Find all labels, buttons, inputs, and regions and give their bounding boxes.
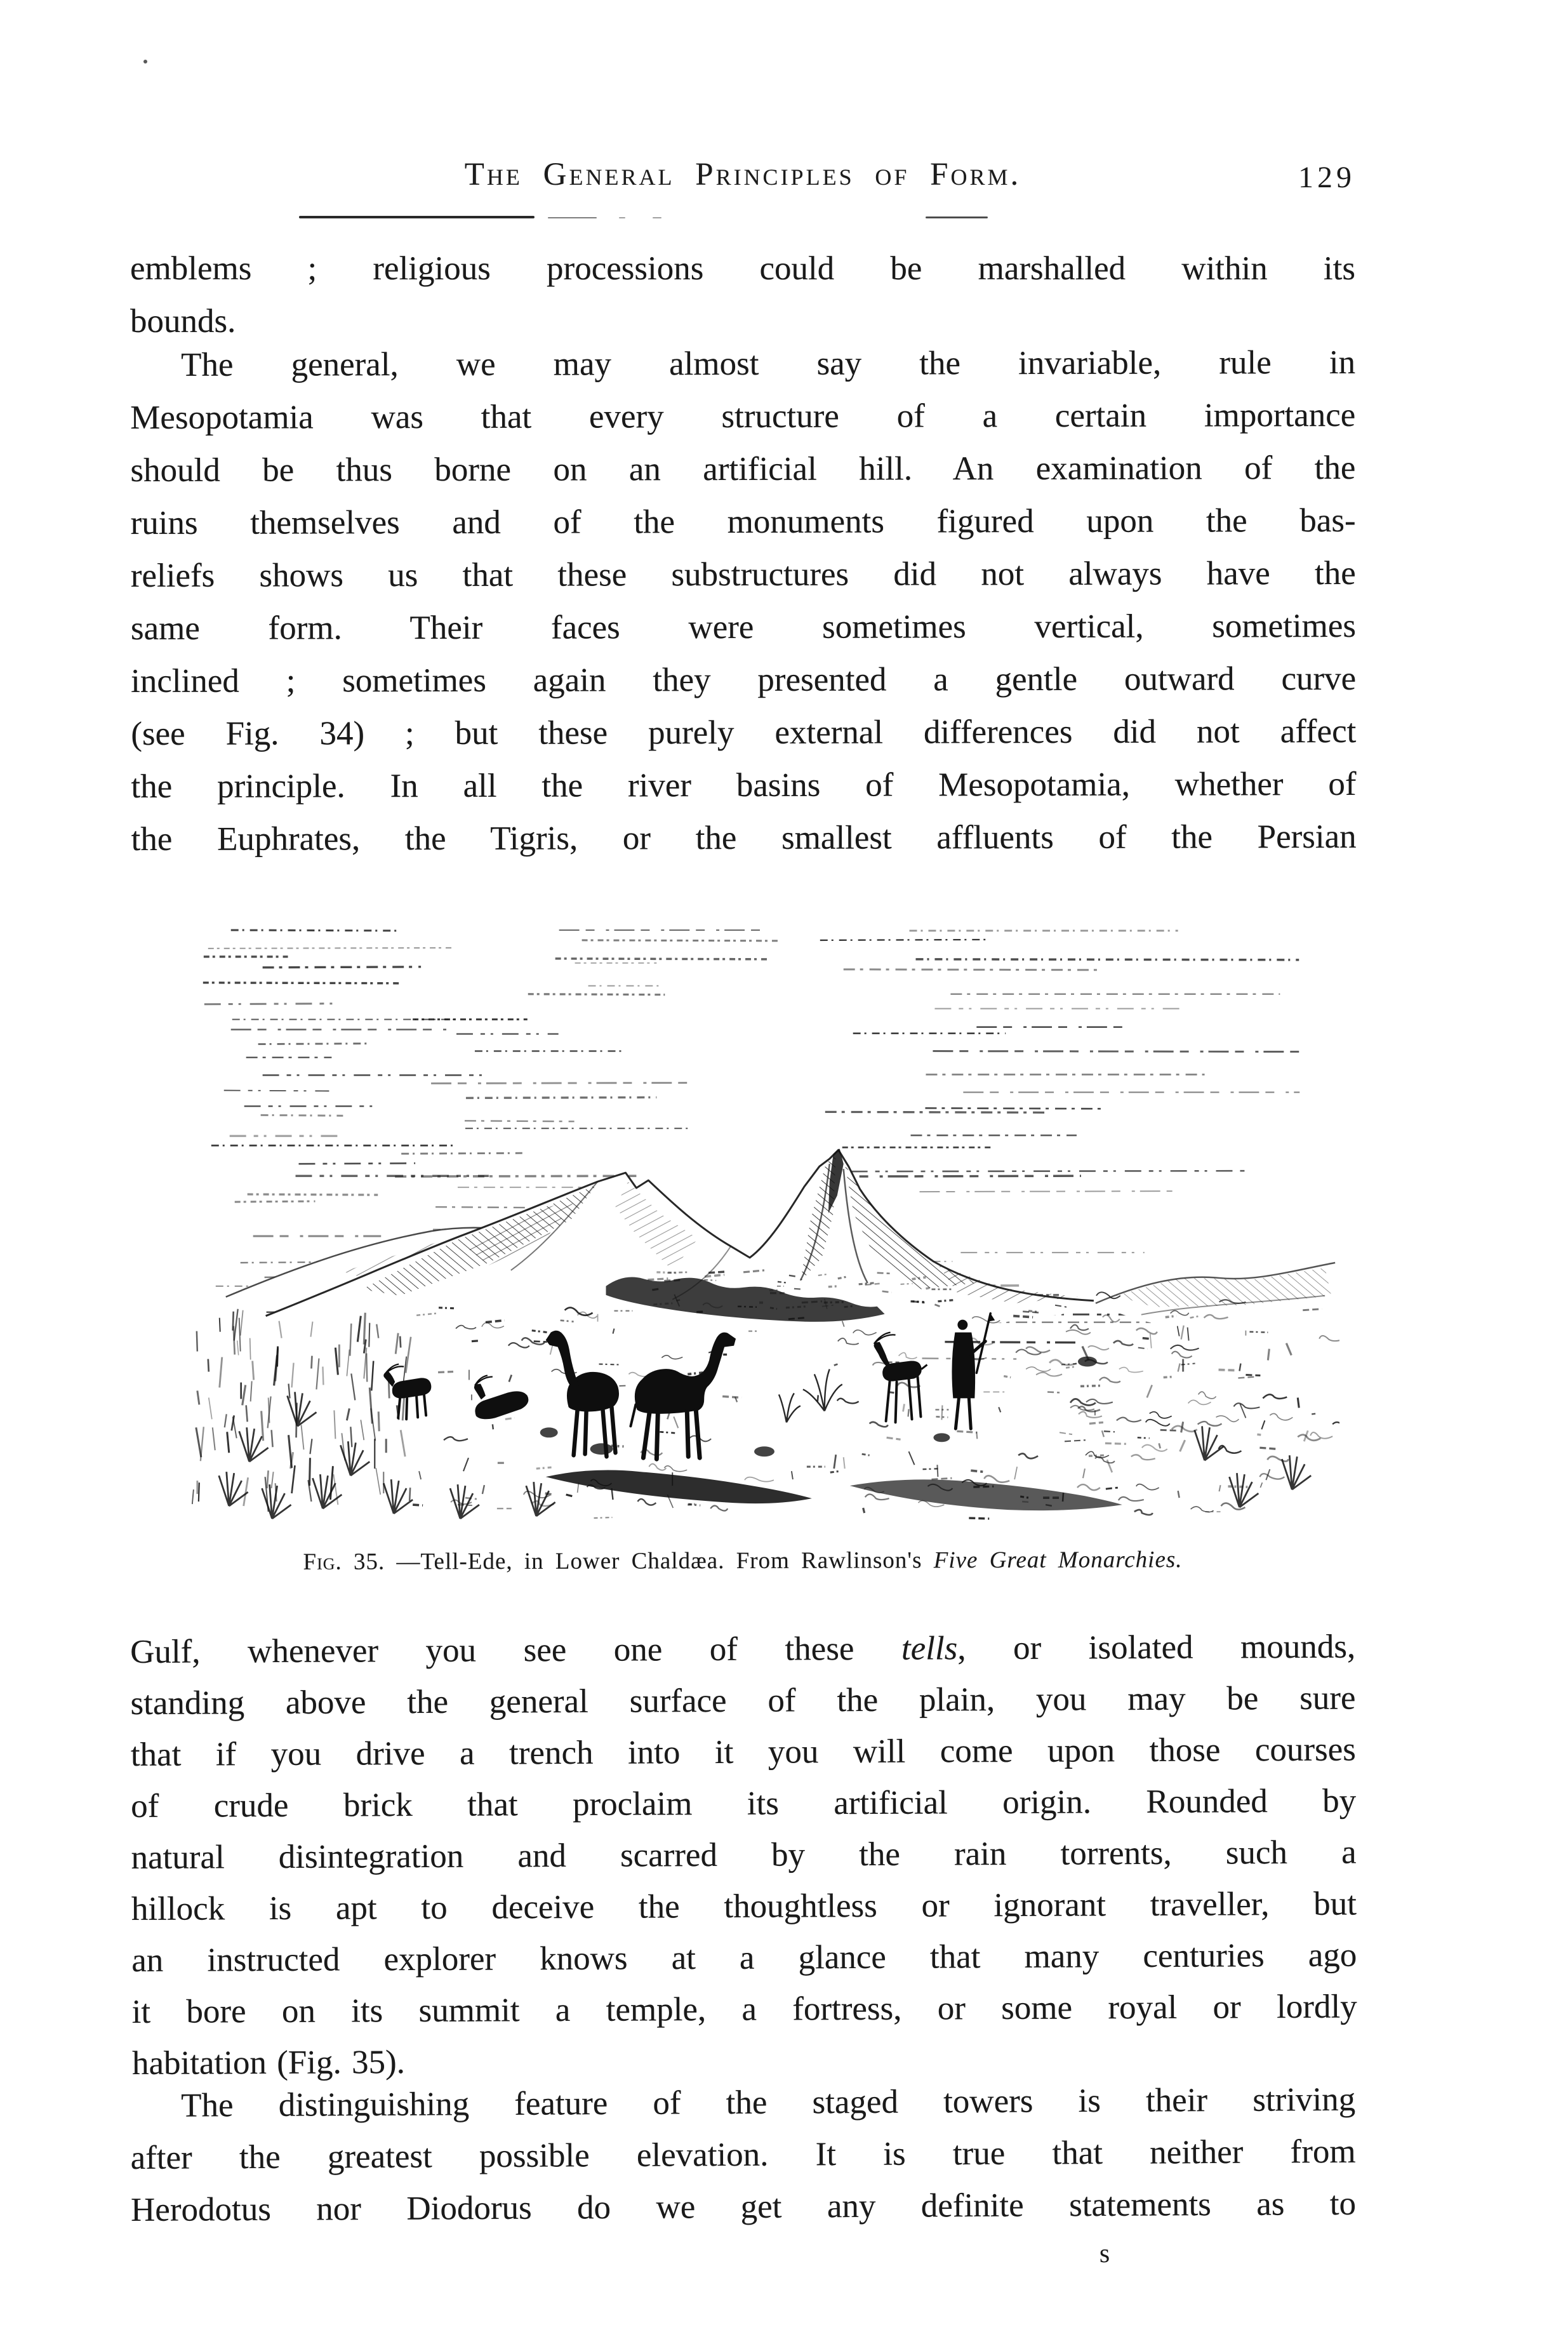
text-line: hillock is apt to deceive the thoughtless or ignorant traveller, but — [131, 1885, 1357, 1928]
header-rule-segment — [619, 217, 625, 218]
paragraph — [130, 243, 1355, 348]
ink-speck — [143, 60, 147, 63]
text-line: emblems ; religious processions could be marshalled within its — [130, 250, 1355, 287]
shepherd-figure — [952, 1314, 995, 1429]
text-line — [130, 1621, 1355, 1678]
right-hills — [1096, 1263, 1335, 1336]
text-line: same form. Their faces were sometimes vertical, sometimes — [130, 607, 1357, 647]
header-rule-segment — [299, 216, 535, 218]
goat — [383, 1364, 431, 1420]
text-line: should be thus borne on an artificial hill. An examination of the — [130, 449, 1356, 489]
text-line: of crude brick that proclaim its artificial origin. Rounded by — [131, 1782, 1357, 1825]
text-line: natural disintegration and scarred by the rain torrents, such a — [131, 1834, 1357, 1876]
paragraph — [130, 1621, 1357, 2089]
text-line: bounds. — [130, 303, 236, 340]
text-line: the Euphrates, the Tigris, or the smallest affluents of the Persian — [131, 818, 1357, 858]
running-header-title: The General Principles of Form. — [464, 157, 1021, 192]
text-span: Gulf, whenever you see one of these — [130, 1630, 902, 1670]
camel — [630, 1333, 736, 1460]
text-line: it bore on its summit a temple, a fortress, or some royal or lordly — [131, 1988, 1357, 2030]
text-line: The distinguishing feature of the staged towers is their striving — [181, 2081, 1356, 2124]
text-line: standing above the general surface of the plain, you may be sure — [130, 1679, 1356, 1722]
header-rule-segment — [926, 216, 988, 218]
text-span: , or isolated mounds, — [957, 1628, 1356, 1667]
dark-patches — [540, 1357, 1122, 1510]
figure-caption — [130, 1545, 1355, 1576]
text-line: Herodotus nor Diodorus do we get any definite statements as to — [130, 2185, 1357, 2228]
page-number: 129 — [1298, 161, 1355, 194]
text-line: reliefs shows us that these substructures did not always have the — [130, 554, 1356, 594]
figure-caption-label: Fig. 35. — [303, 1548, 385, 1575]
header-rule-segment — [653, 217, 661, 218]
text-line: the principle. In all the river basins of Mesopotamia, whether of — [131, 765, 1357, 805]
text-line: ruins themselves and of the monuments figured upon the bas- — [130, 502, 1356, 542]
paragraph — [130, 336, 1357, 866]
figure-caption-text: —Tell-Ede, in Lower Chaldæa. From Rawlinson's — [385, 1547, 934, 1575]
text-line: The general, we may almost say the invariable, rule in — [181, 343, 1356, 383]
text-line: inclined ; sometimes again they presented a gentle outward curve — [131, 660, 1357, 700]
header-rule-segment — [548, 217, 597, 218]
bush — [779, 1369, 842, 1423]
figure-illustration — [189, 916, 1339, 1530]
figure-engraving — [189, 916, 1339, 1530]
camel — [546, 1331, 619, 1456]
text-line: (see Fig. 34) ; but these purely external differences did not affect — [131, 712, 1357, 752]
text-line: that if you drive a trench into it you will come upon those courses — [130, 1731, 1356, 1773]
goat — [874, 1333, 927, 1423]
text-line: Mesopotamia was that every structure of a certain importance — [130, 396, 1356, 436]
text-span-italic: tells — [901, 1630, 958, 1667]
printer-signature-mark: s — [1099, 2239, 1110, 2268]
text-line: after the greatest possible elevation. It is true that neither from — [130, 2133, 1356, 2176]
text-line: habitation (Fig. 35). — [131, 2044, 406, 2082]
goat — [474, 1376, 529, 1420]
text-line: an instructed explorer knows at a glance that many centuries ago — [131, 1936, 1357, 1979]
figure-caption-source-title: Five Great Monarchies. — [933, 1547, 1183, 1574]
paragraph — [130, 2074, 1356, 2236]
